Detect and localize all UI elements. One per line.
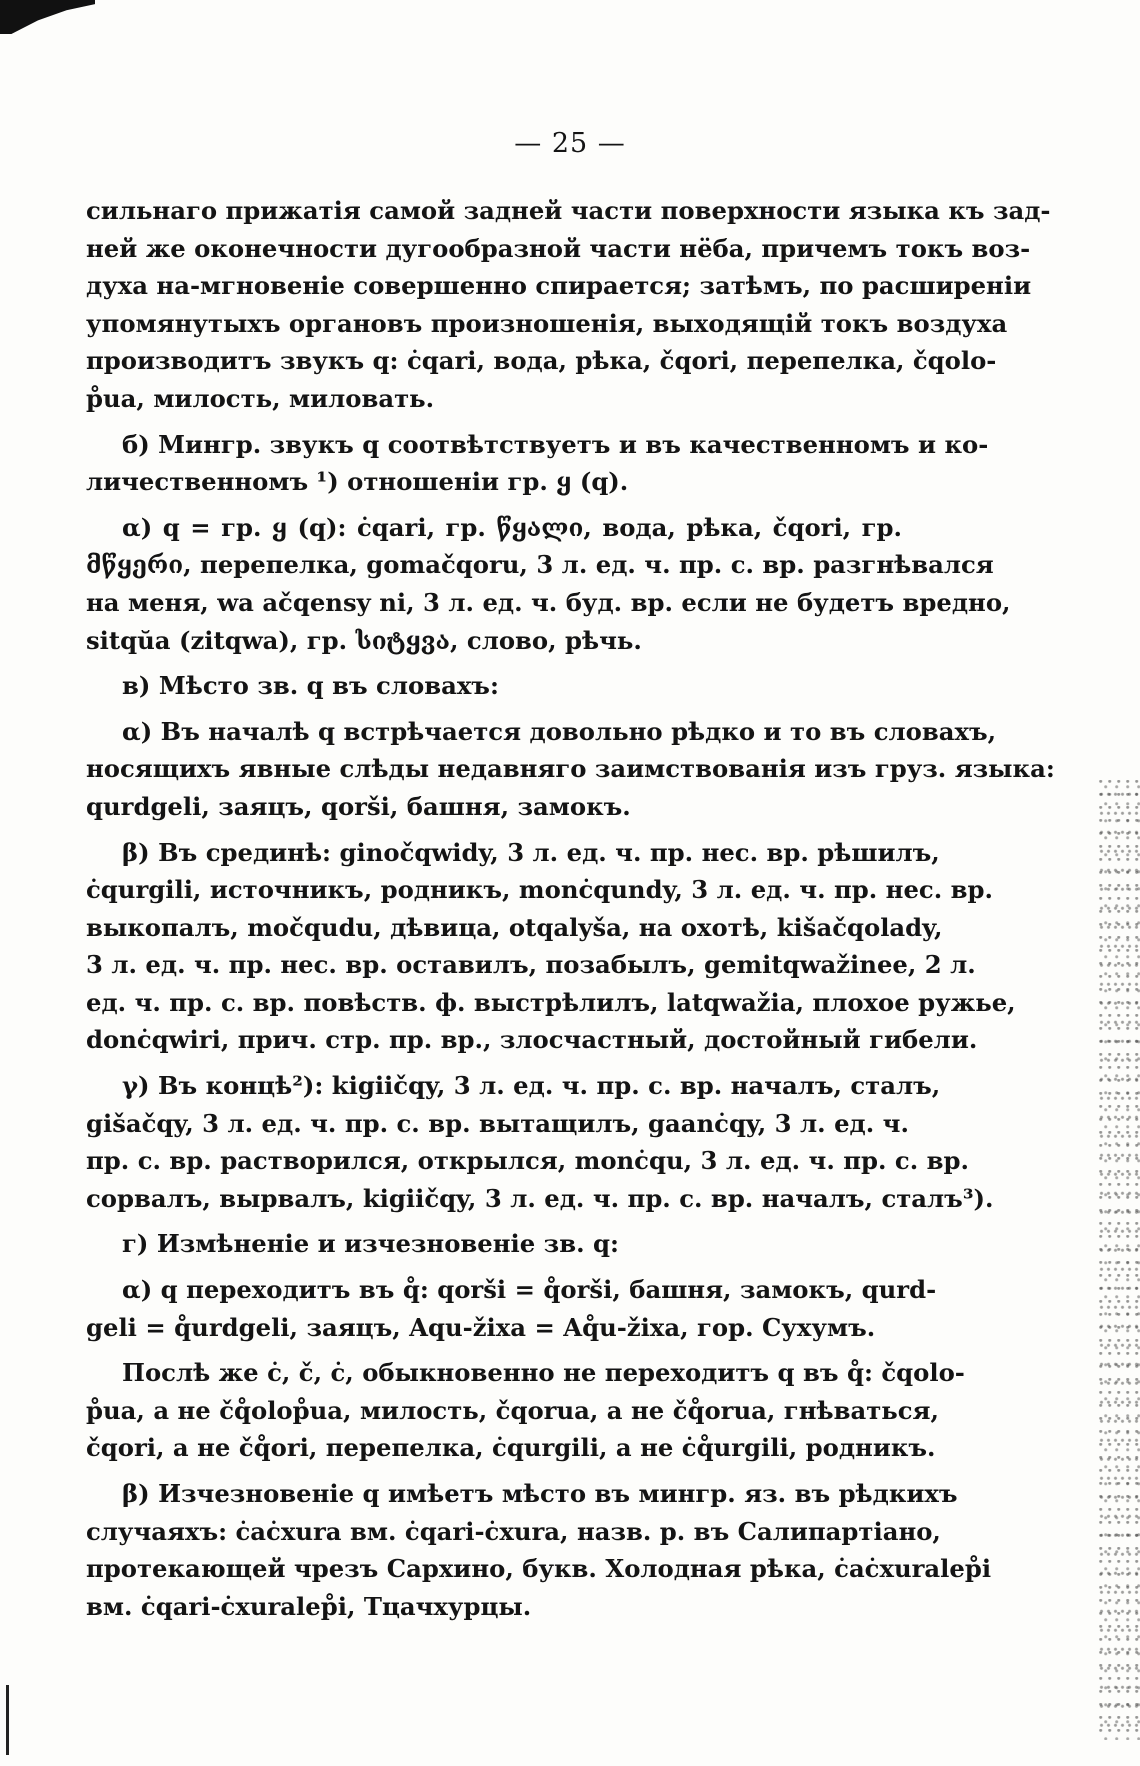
text-line: p̊ua, а не čq̊olop̊ua, милость, čqorua, а не čq̊orua, гнѣваться,: [86, 1395, 939, 1425]
scan-corner-mark: [0, 0, 95, 34]
text-line: β) Изчезновеніе q имѣетъ мѣсто въ мингр. яз. въ рѣдкихъ: [122, 1479, 958, 1508]
text-line: α) q переходитъ въ q̊: qorši = q̊orši, башня, замокъ, qurd-: [122, 1275, 937, 1305]
text-line: г) Измѣненіе и изчезновеніе зв. q:: [122, 1229, 619, 1259]
text-line: γ) Въ концѣ²): kigiičqy, 3 л. ед. ч. пр. с. вр. началъ, сталъ,: [122, 1071, 941, 1101]
text-line: на меня, wa ačqensy ni, 3 л. ед. ч. буд. вр. если не будетъ вредно,: [86, 587, 1011, 617]
body-text: [86, 192, 1055, 1625]
text-line: donċqwiri, прич. стр. пр. вр., злосчастный, достойный гибели.: [86, 1025, 978, 1055]
text-line: личественномъ ¹) отношеніи гр. ყ (q).: [86, 467, 629, 497]
text-line: α) Въ началѣ q встрѣчается довольно рѣдко и то въ словахъ,: [122, 716, 997, 746]
text-line: упомянутыхъ органовъ произношенія, выходящій токъ воздуха: [86, 308, 1008, 338]
text-line: б) Мингр. звукъ q соотвѣтствуетъ и въ качественномъ и ко-: [122, 429, 989, 459]
text-line: носящихъ явные слѣды недавняго заимствованія изъ груз. языка:: [86, 754, 1055, 784]
text-line: сорвалъ, вырвалъ, kigiičqy, 3 л. ед. ч. пр. с. вр. началъ, сталъ³).: [86, 1183, 994, 1213]
scan-left-rule: [6, 1685, 9, 1755]
text-line: β) Въ срединѣ: ginočqwidy, 3 л. ед. ч. пр. нес. вр. рѣшилъ,: [122, 837, 940, 867]
text-line: მწყერი, перепелка, gomačqoru, 3 л. ед. ч. пр. с. вр. разгнѣвался: [86, 550, 994, 580]
text-line: выкопалъ, močqudu, дѣвица, otqalyša, на охотѣ, kišačqolady,: [86, 912, 943, 942]
text-line: в) Мѣсто зв. q въ словахъ:: [122, 671, 499, 701]
text-line: sitqŭa (zitqwa), гр. სიტყვა, слово, рѣчь.: [86, 625, 642, 655]
scan-edge-noise: [1098, 780, 1140, 1740]
text-line: ней же оконечности дугообразной части нёба, причемъ токъ воз-: [86, 233, 1031, 263]
text-line: протекающей чрезъ Сархино, букв. Холодная рѣка, ċaċxuralep̊i: [86, 1554, 992, 1584]
text-line: gišačqy, 3 л. ед. ч. пр. с. вр. вытащилъ, gaanċqy, 3 л. ед. ч.: [86, 1108, 909, 1138]
text-line: Послѣ же ċ, č, ċ, обыкновенно не переходитъ q въ q̊: čqolo-: [122, 1358, 965, 1388]
text-line: ед. ч. пр. с. вр. повѣств. ф. выстрѣлилъ, latqwažia, плохое ружье,: [86, 987, 1016, 1017]
text-line: производитъ звукъ q: ċqari, вода, рѣка, čqori, перепелка, čqolo-: [86, 346, 997, 376]
text-line: čqori, а не čq̊ori, перепелка, ċqurgili, а не ċq̊urgili, родникъ.: [86, 1433, 936, 1463]
text-line: сильнаго прижатія самой задней части поверхности языка къ зад-: [86, 196, 1051, 225]
text-line: qurdgeli, заяцъ, qorši, башня, замокъ.: [86, 791, 631, 821]
text-line: духа на-мгновеніе совершенно спирается; затѣмъ, по расширеніи: [86, 271, 1032, 301]
text-line: ċqurgili, источникъ, родникъ, monċqundy, 3 л. ед. ч. пр. нес. вр.: [86, 875, 993, 905]
page-number: — 25 —: [514, 128, 626, 159]
text-line: вм. ċqari-ċxuralep̊i, Тцачхурцы.: [86, 1591, 532, 1621]
text-line: p̊ua, милость, миловать.: [86, 383, 435, 413]
text-line: случаяхъ: ċaċxura вм. ċqari-ċxura, назв. р. въ Салипартіано,: [86, 1516, 941, 1546]
text-line: 3 л. ед. ч. пр. нес. вр. оставилъ, позабылъ, gemitqwažinee, 2 л.: [86, 950, 976, 980]
text-line: geli = q̊urdgeli, заяцъ, Aqu-žixa = Aq̊u-žixa, гор. Сухумъ.: [86, 1312, 876, 1342]
text-line: α) q = гр. ყ (q): ċqari, гр. წყალი, вода, рѣка, čqori, гр.: [122, 512, 902, 542]
text-line: пр. с. вр. растворился, открылся, monċqu, 3 л. ед. ч. пр. с. вр.: [86, 1146, 969, 1176]
